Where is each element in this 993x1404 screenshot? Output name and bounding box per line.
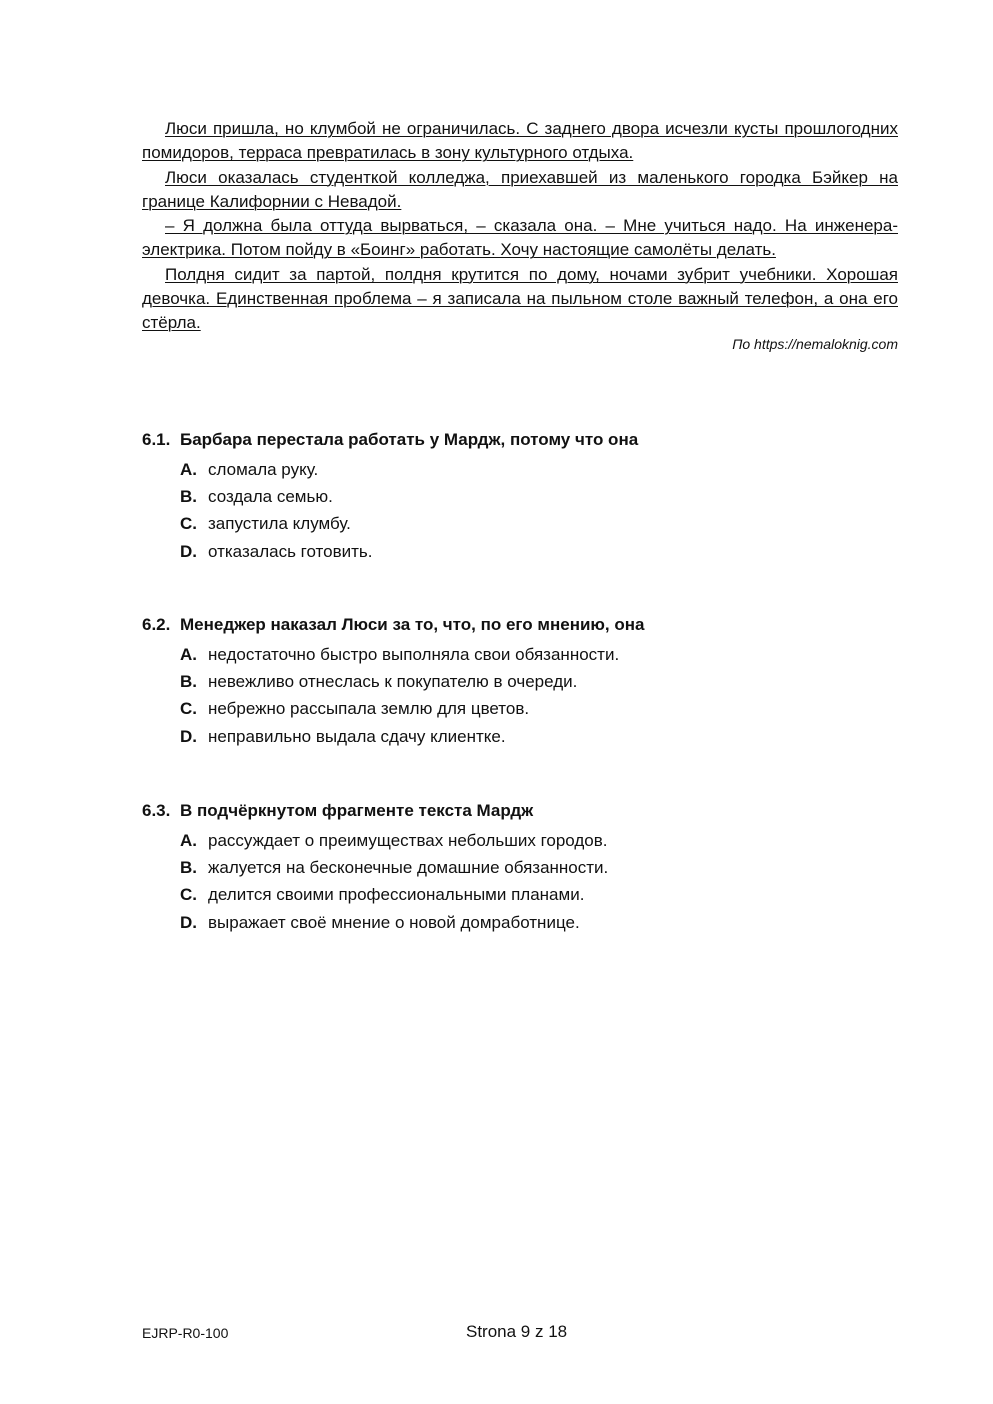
option-letter: A. <box>180 830 197 850</box>
option-letter: B. <box>180 486 197 506</box>
option-letter: A. <box>180 644 197 664</box>
option-letter: C. <box>180 885 197 905</box>
answer-option-a[interactable] <box>180 456 902 483</box>
answer-option-d[interactable] <box>180 538 902 565</box>
option-text: выражает своё мнение о новой домработнице. <box>208 912 580 932</box>
passage-paragraph: – Я должна была оттуда вырваться, – сказала она. – Мне учиться надо. На инженера-электрика. Потом пойду в «Боинг» работать. Хочу настоящие самолёты делать. <box>142 216 898 260</box>
answer-options <box>180 456 902 565</box>
option-text: сломала руку. <box>208 459 319 479</box>
question-text: Менеджер наказал Люси за то, что, по его мнению, она <box>180 615 645 634</box>
option-letter: B. <box>180 857 197 877</box>
option-letter: A. <box>180 459 197 479</box>
option-text: делится своими профессиональными планами. <box>208 885 585 905</box>
question-text: В подчёркнутом фрагменте текста Мардж <box>180 801 534 820</box>
option-letter: C. <box>180 514 197 534</box>
question-title <box>142 428 902 452</box>
option-text: отказалась готовить. <box>208 541 373 561</box>
answer-option-c[interactable] <box>180 511 902 538</box>
question-text: Барбара перестала работать у Мардж, потому что она <box>180 430 639 449</box>
answer-option-a[interactable] <box>180 641 902 668</box>
option-text: невежливо отнеслась к покупателю в очереди. <box>208 671 578 691</box>
question-6-3 <box>142 799 902 936</box>
question-6-1 <box>142 428 902 565</box>
passage-paragraph: Люси оказалась студенткой колледжа, приехавшей из маленького городка Бэйкер на границе Калифорнии с Невадой. <box>142 167 898 211</box>
answer-option-c[interactable] <box>180 696 902 723</box>
option-text: недостаточно быстро выполняла свои обязанности. <box>208 644 620 664</box>
question-title <box>142 613 902 637</box>
exam-code: EJRP-R0-100 <box>142 1325 229 1341</box>
answer-options <box>180 641 902 750</box>
question-title <box>142 799 902 823</box>
answer-option-b[interactable] <box>180 483 902 510</box>
option-text: запустила клумбу. <box>208 514 351 534</box>
question-number: 6.3. <box>142 801 171 820</box>
answer-option-d[interactable] <box>180 723 902 750</box>
option-letter: D. <box>180 726 197 746</box>
source-citation: По https://nemaloknig.com <box>732 336 898 352</box>
answer-option-b[interactable] <box>180 854 902 881</box>
option-letter: C. <box>180 699 197 719</box>
passage-paragraph: Люси пришла, но клумбой не ограничилась. С заднего двора исчезли кусты прошлогодних помидоров, терраса превратилась в зону культурного отдыха. <box>142 119 898 163</box>
option-text: небрежно рассыпала землю для цветов. <box>208 699 530 719</box>
option-letter: B. <box>180 671 197 691</box>
answer-option-c[interactable] <box>180 882 902 909</box>
question-6-2 <box>142 613 902 750</box>
option-letter: D. <box>180 541 197 561</box>
option-letter: D. <box>180 912 197 932</box>
passage-paragraph: Полдня сидит за партой, полдня крутится по дому, ночами зубрит учебники. Хорошая девочка. Единственная проблема – я записала на пыльном столе важный телефон, а она его стёрла. <box>142 264 898 333</box>
answer-options <box>180 827 902 936</box>
answer-option-b[interactable] <box>180 668 902 695</box>
answer-option-d[interactable] <box>180 909 902 936</box>
question-number: 6.2. <box>142 615 171 634</box>
page-number: Strona 9 z 18 <box>466 1322 568 1341</box>
answer-option-a[interactable] <box>180 827 902 854</box>
option-text: создала семью. <box>208 486 333 506</box>
option-text: жалуется на бесконечные домашние обязанности. <box>208 857 609 877</box>
question-number: 6.1. <box>142 430 171 449</box>
option-text: рассуждает о преимуществах небольших городов. <box>208 830 608 850</box>
underlined-passage <box>142 117 898 336</box>
option-text: неправильно выдала сдачу клиентке. <box>208 726 506 746</box>
